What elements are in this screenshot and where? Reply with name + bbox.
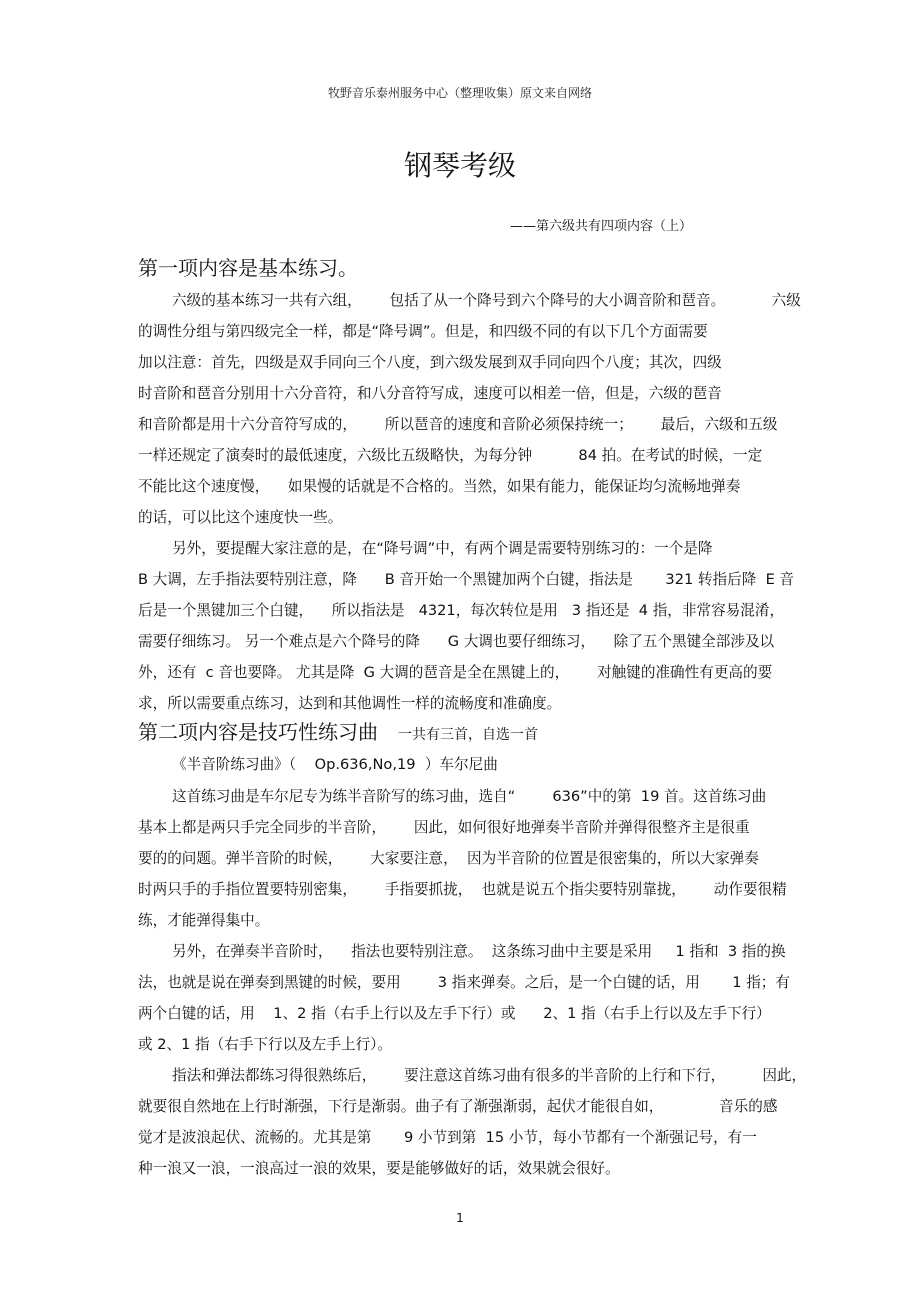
para2-line: 需要仔细练习。 另一个难点是六个降号的降 G 大调也要仔细练习， 除了五个黑键全部涉及以 (138, 633, 775, 650)
para4-line: 另外，在弹奏半音阶时， 指法也要特别注意。 这条练习曲中主要是采用 1 指和 3 指的换 (172, 943, 786, 960)
para3-line: 练，才能弹得集中。 (138, 912, 270, 929)
para1-line: 和音阶都是用十六分音符写成的， 所以琶音的速度和音阶必须保持统一； 最后，六级和五级 (138, 416, 778, 433)
page-number: 1 (456, 1211, 464, 1225)
para1-line: 加以注意：首先，四级是双手同向三个八度，到六级发展到双手同向四个八度；其次，四级 (138, 354, 722, 371)
para1-line: 的调性分组与第四级完全一样，都是“降号调”。但是，和四级不同的有以下几个方面需要 (138, 323, 708, 340)
section-heading-2 (138, 722, 538, 745)
section-heading-2-title: 第二项内容是技巧性练习曲 (138, 720, 378, 744)
para1-line: 一样还规定了演奏时的最低速度，六级比五级略快，为每分钟 84 拍。在考试的时候，一定 (138, 447, 763, 464)
document-title: 钢琴考级 (403, 149, 516, 182)
para3-line: 基本上都是两只手完全同步的半音阶， 因此，如何很好地弹奏半音阶并弹得很整齐主是很重 (138, 819, 750, 836)
para2-line: 外，还有 c 音也要降。 尤其是降 G 大调的琶音是全在黑键上的， 对触键的准确性有更高的要 (138, 664, 773, 681)
para5-line: 种一浪又一浪，一浪高过一浪的效果，要是能够做好的话，效果就会很好。 (138, 1160, 620, 1177)
para1-line: 时音阶和琶音分别用十六分音符，和八分音符写成，速度可以相差一倍，但是，六级的琶音 (138, 385, 722, 402)
para1-line: 不能比这个速度慢， 如果慢的话就是不合格的。当然，如果有能力，能保证均匀流畅地弹奏 (138, 478, 741, 495)
para3-line: 要的的问题。弹半音阶的时候， 大家要注意， 因为半音阶的位置是很密集的，所以大家弹奏 (138, 850, 759, 867)
para2-line: 后是一个黑键加三个白键， 所以指法是 4321，每次转位是用 3 指还是 4 指，非常容易混淆， (138, 602, 785, 619)
para2-line: 另外，要提醒大家注意的是，在“降号调”中，有两个调是需要特别练习的：一个是降 (172, 540, 713, 557)
para4-line: 法，也就是说在弹奏到黑键的时候，要用 3 指来弹奏。之后，是一个白键的话，用 1 指；有 (138, 974, 790, 991)
para4-line: 两个白键的话，用 1、2 指（右手上行以及左手下行）或 2、1 指（右手上行以及左手下行） (138, 1005, 771, 1022)
page-header: 牧野音乐泰州服务中心（整理收集）原文来自网络 (327, 86, 592, 100)
section-heading-2-note: 一共有三首，自选一首 (398, 727, 538, 743)
section-heading-1: 第一项内容是基本练习。 (138, 256, 358, 280)
para2-line: 求，所以需要重点练习，达到和其他调性一样的流畅度和准确度。 (138, 695, 562, 712)
para3-line: 时两只手的手指位置要特别密集， 手指要抓拢， 也就是说五个指尖要特别靠拢， 动作要很精 (138, 881, 787, 898)
para5-line: 觉才是波浪起伏、流畅的。尤其是第 9 小节到第 15 小节，每小节都有一个渐强记号，有一 (138, 1129, 757, 1146)
para5-line: 就要很自然地在上行时渐强，下行是渐弱。曲子有了渐强渐弱，起伏才能很自如， 音乐的感 (138, 1098, 778, 1115)
piece-title: 《半音阶练习曲》（ Op.636,No,19 ）车尔尼曲 (172, 756, 498, 773)
para1-line: 六级的基本练习一共有六组， 包括了从一个降号到六个降号的大小调音阶和琶音。 六级 (172, 292, 801, 309)
para5-line: 指法和弹法都练习得很熟练后， 要注意这首练习曲有很多的半音阶的上行和下行， 因此， (172, 1067, 807, 1084)
para4-line: 或 2、1 指（右手下行以及左手上行）。 (138, 1036, 393, 1053)
para2-line: B 大调，左手指法要特别注意，降 B 音开始一个黑键加两个白键，指法是 321 转指后降 E 音 (138, 571, 795, 588)
document-subtitle: ——第六级共有四项内容（上） (510, 219, 693, 234)
para3-line: 这首练习曲是车尔尼专为练半音阶写的练习曲，选自“ 636”中的第 19 首。这首练习曲 (172, 788, 767, 805)
para1-line: 的话，可以比这个速度快一些。 (138, 509, 343, 526)
